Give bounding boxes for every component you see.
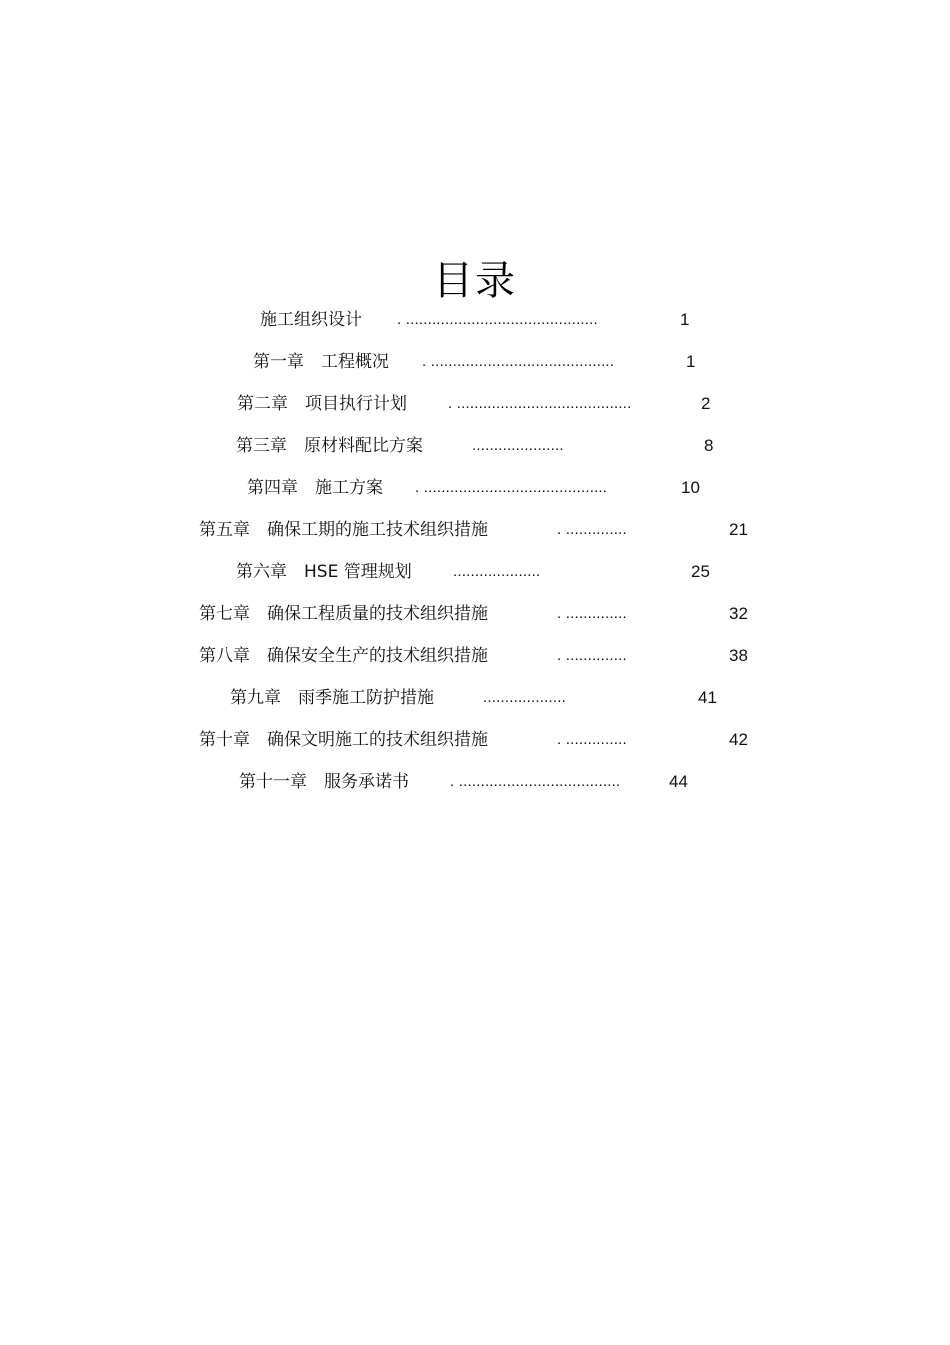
toc-entry: [0, 518, 950, 542]
toc-entry-page: 10: [681, 478, 700, 497]
toc-entry-leader: . ..............: [557, 731, 627, 748]
toc-entry-label: 第八章 确保安全生产的技术组织措施: [199, 646, 488, 666]
toc-entry: [0, 686, 950, 710]
toc-entry: [0, 770, 950, 794]
toc-entry-leader: . ............................................: [397, 311, 598, 328]
toc-entry-leader: . .....................................: [450, 773, 621, 790]
toc-title: 目录: [433, 258, 517, 304]
toc-entry-label: 第五章 确保工期的施工技术组织措施: [199, 520, 488, 540]
toc-entry: [0, 434, 950, 458]
toc-entry-leader: . ..............: [557, 605, 627, 622]
toc-entry-page: 25: [691, 562, 710, 581]
toc-entry-label: 第三章 原材料配比方案: [236, 436, 423, 456]
toc-entry-page: 42: [729, 730, 748, 749]
toc-entry-label: 第六章 HSE 管理规划: [236, 562, 412, 582]
toc-entry-page: 32: [729, 604, 748, 623]
toc-entry: [0, 560, 950, 584]
toc-entry: [0, 728, 950, 752]
toc-entry-leader: . ..........................................: [415, 479, 608, 496]
toc-entry: [0, 644, 950, 668]
toc-entry: [0, 602, 950, 626]
toc-entry-page: 2: [701, 394, 711, 413]
toc-entry-label: 第四章 施工方案: [247, 478, 383, 498]
toc-entry: [0, 392, 950, 416]
toc-entry-page: 44: [669, 772, 688, 791]
toc-entry-page: 8: [704, 436, 714, 455]
toc-entry-label: 第二章 项目执行计划: [237, 394, 407, 414]
toc-entry-label: 第十一章 服务承诺书: [239, 772, 409, 792]
toc-entry-leader: .....................: [472, 437, 564, 454]
toc-entry: [0, 476, 950, 500]
toc-entry-label: 第十章 确保文明施工的技术组织措施: [199, 730, 488, 750]
toc-entry-label: 第一章 工程概况: [253, 352, 389, 372]
toc-entry: [0, 308, 950, 332]
toc-entry-label: 第七章 确保工程质量的技术组织措施: [199, 604, 488, 624]
toc-entry-leader: . ..........................................: [422, 353, 615, 370]
toc-entry-leader: . ........................................: [448, 395, 632, 412]
toc-entry: [0, 350, 950, 374]
toc-entry-label: 第九章 雨季施工防护措施: [230, 688, 434, 708]
toc-entry-leader: ....................: [453, 563, 541, 580]
toc-entry-label: 施工组织设计: [260, 310, 362, 330]
toc-entry-page: 41: [698, 688, 717, 707]
toc-entry-page: 21: [729, 520, 748, 539]
toc-entry-page: 1: [686, 352, 696, 371]
toc-entry-page: 38: [729, 646, 748, 665]
toc-entry-page: 1: [680, 310, 690, 329]
toc-entry-leader: ...................: [483, 689, 566, 706]
toc-entry-leader: . ..............: [557, 521, 627, 538]
toc-entry-leader: . ..............: [557, 647, 627, 664]
